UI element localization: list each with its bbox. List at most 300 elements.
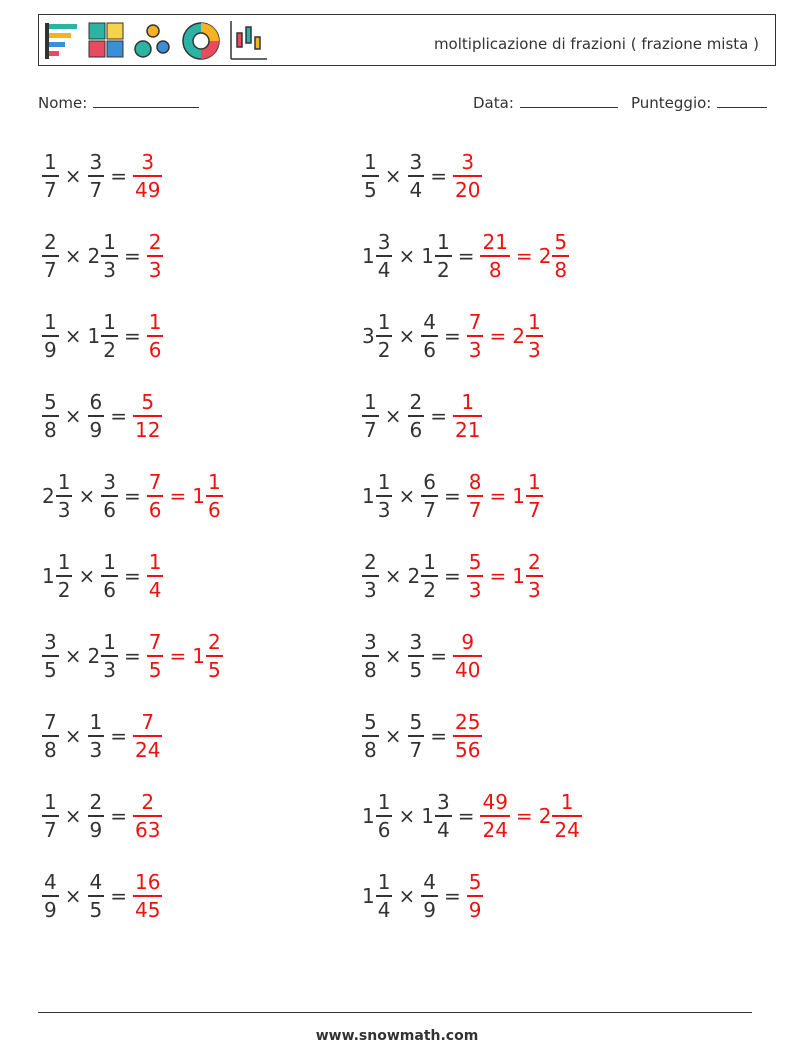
- factor-b-fraction: [421, 552, 438, 600]
- factor-a-fraction: [42, 392, 59, 440]
- answer: [147, 632, 223, 680]
- factor-a-numerator: 2: [44, 230, 57, 255]
- factor-a-fraction: [42, 152, 59, 200]
- answer-1-number: [133, 712, 162, 760]
- factor-b-denominator: 5: [409, 657, 423, 682]
- factor-a-denominator: 7: [44, 177, 57, 202]
- answer: [480, 232, 569, 280]
- factor-a-numerator: 3: [44, 630, 57, 655]
- factor-a-denominator: 9: [44, 897, 57, 922]
- factor-b-numerator: 4: [89, 870, 103, 895]
- factor-a-denominator: 2: [57, 577, 71, 602]
- factor-b-number: [88, 632, 118, 680]
- answer-1-denominator: 24: [135, 737, 161, 762]
- answer: [467, 552, 543, 600]
- times-sign: ×: [64, 724, 82, 748]
- times-sign: ×: [384, 404, 402, 428]
- answer-equals-sign: =: [489, 484, 507, 508]
- factor-b-denominator: 7: [409, 737, 423, 762]
- answer-2-numerator: 5: [554, 230, 568, 255]
- factor-b-fraction: [408, 712, 425, 760]
- footer-site: www.snowmath.com: [315, 1028, 479, 1044]
- answer-1-number: [467, 872, 484, 920]
- answer-2-denominator: 5: [207, 657, 221, 682]
- factor-b-fraction: [88, 792, 105, 840]
- factor-b-numerator: 3: [103, 470, 116, 495]
- answer-1-denominator: 49: [135, 177, 161, 202]
- factor-a-number: [42, 632, 59, 680]
- answer-1-number: [453, 392, 482, 440]
- answer-2-number: [192, 632, 222, 680]
- factor-a-denominator: 5: [364, 177, 377, 202]
- equals-sign: =: [110, 404, 127, 428]
- answer-1-denominator: 3: [148, 257, 162, 282]
- factor-b-fraction: [88, 872, 105, 920]
- answer-1-denominator: 6: [148, 497, 162, 522]
- answer-2-whole: 2: [538, 804, 552, 828]
- factor-b-denominator: 3: [89, 737, 103, 762]
- answer-2-numerator: 1: [560, 790, 574, 815]
- factor-b-numerator: 1: [103, 630, 116, 655]
- answer-1-denominator: 3: [468, 577, 482, 602]
- score-label: Punteggio:: [631, 94, 712, 112]
- answer-1-denominator: 7: [468, 497, 482, 522]
- factor-a-number: [42, 712, 59, 760]
- factor-a-number: [362, 632, 379, 680]
- factor-b-numerator: 6: [89, 390, 103, 415]
- answer-2-numerator: 1: [527, 310, 541, 335]
- factor-a-number: [362, 792, 392, 840]
- answer-1-denominator: 20: [455, 177, 481, 202]
- factor-a-whole: 2: [42, 484, 55, 508]
- answer-1-numerator: 25: [455, 710, 481, 735]
- factor-b-denominator: 9: [423, 897, 436, 922]
- times-sign: ×: [398, 244, 416, 268]
- factor-a-number: [42, 872, 59, 920]
- answer-1-denominator: 21: [455, 417, 481, 442]
- equals-sign: =: [443, 324, 461, 348]
- factor-a-numerator: 3: [377, 230, 391, 255]
- factor-a-number: [362, 872, 392, 920]
- equals-sign: =: [110, 164, 127, 188]
- factor-a-numerator: 1: [377, 870, 391, 895]
- answer-2-number: [192, 472, 222, 520]
- factor-b-number: [408, 632, 425, 680]
- equals-sign: =: [457, 804, 475, 828]
- answer-2-fraction: [526, 312, 543, 360]
- problem-10: [362, 466, 543, 526]
- factor-b-numerator: 6: [423, 470, 436, 495]
- answer-2-number: [512, 552, 542, 600]
- factor-b-number: [421, 312, 438, 360]
- factor-a-numerator: 7: [44, 710, 57, 735]
- answer: [147, 472, 223, 520]
- answer: [133, 712, 162, 760]
- answer-1-numerator: 3: [461, 150, 475, 175]
- problem-18: [362, 786, 582, 846]
- factor-a-numerator: 1: [377, 310, 391, 335]
- factor-a-numerator: 1: [57, 470, 71, 495]
- equals-sign: =: [457, 244, 475, 268]
- factor-a-numerator: 1: [44, 150, 57, 175]
- answer-2-fraction: [526, 472, 543, 520]
- factor-a-number: [362, 472, 392, 520]
- answer-1-denominator: 45: [135, 897, 161, 922]
- factor-b-denominator: 5: [89, 897, 103, 922]
- answer-1-fraction: [467, 552, 484, 600]
- factor-b-number: [421, 792, 451, 840]
- answer-1-fraction: [480, 792, 509, 840]
- factor-b-fraction: [88, 712, 105, 760]
- times-sign: ×: [384, 644, 402, 668]
- problem-11: [42, 546, 163, 606]
- factor-a-fraction: [376, 312, 393, 360]
- times-sign: ×: [64, 644, 82, 668]
- answer-1-denominator: 24: [482, 817, 508, 842]
- answer-1-number: [453, 712, 482, 760]
- answer-1-fraction: [453, 152, 482, 200]
- answer-2-denominator: 24: [554, 817, 580, 842]
- worksheet-title: moltiplicazione di frazioni ( frazione mista ): [433, 35, 759, 53]
- factor-b-number: [101, 552, 118, 600]
- answer-1-fraction: [147, 632, 164, 680]
- answer-1-fraction: [133, 712, 162, 760]
- factor-a-denominator: 8: [364, 657, 377, 682]
- factor-b-number: [88, 872, 105, 920]
- answer-1-denominator: 56: [455, 737, 481, 762]
- problem-15: [42, 706, 162, 766]
- answer-1-numerator: 3: [141, 150, 155, 175]
- factor-a-number: [42, 152, 59, 200]
- factor-b-numerator: 3: [409, 630, 423, 655]
- factor-b-numerator: 1: [103, 310, 116, 335]
- equals-sign: =: [123, 324, 141, 348]
- factor-b-fraction: [408, 632, 425, 680]
- factor-a-fraction: [376, 472, 393, 520]
- factor-a-numerator: 5: [44, 390, 57, 415]
- times-sign: ×: [398, 324, 416, 348]
- answer-2-fraction: [526, 552, 543, 600]
- answer-1-number: [147, 232, 164, 280]
- factor-a-denominator: 3: [364, 577, 377, 602]
- answer-1-number: [480, 232, 509, 280]
- answer-2-fraction: [206, 472, 223, 520]
- answer-1-number: [133, 792, 162, 840]
- factor-a-numerator: 1: [377, 470, 391, 495]
- answer-equals-sign: =: [515, 244, 533, 268]
- answer-1-fraction: [133, 792, 162, 840]
- answer-1-denominator: 63: [135, 817, 161, 842]
- problem-1: [42, 146, 162, 206]
- factor-a-numerator: 1: [364, 390, 377, 415]
- factor-b-denominator: 7: [89, 177, 103, 202]
- equals-sign: =: [110, 884, 127, 908]
- factor-b-numerator: 1: [423, 550, 436, 575]
- answer: [453, 392, 482, 440]
- factor-b-denominator: 6: [103, 497, 116, 522]
- answer-1-numerator: 7: [148, 470, 162, 495]
- factor-b-denominator: 2: [423, 577, 436, 602]
- factor-a-number: [362, 552, 379, 600]
- answer-2-denominator: 3: [527, 577, 541, 602]
- factor-a-number: [362, 712, 379, 760]
- answer-1-denominator: 6: [148, 337, 162, 362]
- answer-1-number: [133, 392, 162, 440]
- factor-b-denominator: 4: [436, 817, 450, 842]
- factor-b-number: [408, 552, 438, 600]
- factor-b-denominator: 2: [103, 337, 116, 362]
- factor-b-fraction: [101, 312, 118, 360]
- factor-a-denominator: 9: [44, 337, 57, 362]
- problem-2: [362, 146, 482, 206]
- factor-b-fraction: [101, 632, 118, 680]
- answer-1-numerator: 1: [461, 390, 475, 415]
- factor-b-numerator: 5: [409, 710, 423, 735]
- answer-1-numerator: 16: [135, 870, 161, 895]
- times-sign: ×: [64, 884, 82, 908]
- times-sign: ×: [384, 564, 402, 588]
- answer-1-fraction: [147, 232, 164, 280]
- answer-2-whole: 2: [538, 244, 552, 268]
- date-label: Data:: [473, 94, 514, 112]
- factor-a-denominator: 7: [44, 817, 57, 842]
- times-sign: ×: [64, 164, 82, 188]
- factor-a-denominator: 3: [57, 497, 71, 522]
- factor-a-numerator: 1: [377, 790, 391, 815]
- factor-b-whole: 1: [87, 324, 101, 348]
- factor-a-fraction: [56, 472, 73, 520]
- factor-b-number: [421, 472, 438, 520]
- answer-2-fraction: [552, 232, 569, 280]
- answer: [467, 472, 543, 520]
- answer-1-numerator: 7: [468, 310, 482, 335]
- problem-4: [362, 226, 569, 286]
- answer-equals-sign: =: [169, 644, 187, 668]
- answer: [467, 312, 543, 360]
- factor-a-number: [42, 232, 59, 280]
- factor-b-number: [88, 152, 105, 200]
- answer-equals-sign: =: [489, 324, 507, 348]
- problem-8: [362, 386, 482, 446]
- answer-2-whole: 1: [512, 484, 525, 508]
- factor-b-denominator: 3: [103, 257, 116, 282]
- factor-b-denominator: 7: [423, 497, 436, 522]
- answer-2-whole: 1: [192, 644, 205, 668]
- problem-16: [362, 706, 482, 766]
- factor-b-denominator: 9: [89, 817, 103, 842]
- problem-9: [42, 466, 223, 526]
- problem-13: [42, 626, 223, 686]
- factor-a-fraction: [362, 152, 379, 200]
- factor-b-fraction: [101, 232, 118, 280]
- factor-b-fraction: [421, 472, 438, 520]
- answer-2-numerator: 1: [527, 470, 541, 495]
- factor-b-fraction: [421, 312, 438, 360]
- factor-b-number: [421, 232, 451, 280]
- answer-2-denominator: 3: [527, 337, 541, 362]
- factor-b-denominator: 2: [436, 257, 450, 282]
- factor-a-whole: 1: [362, 484, 375, 508]
- answer-1-fraction: [133, 152, 162, 200]
- answer-1-numerator: 1: [148, 310, 162, 335]
- times-sign: ×: [64, 244, 82, 268]
- factor-a-denominator: 8: [44, 417, 57, 442]
- factor-a-denominator: 7: [44, 257, 57, 282]
- answer-1-fraction: [480, 232, 509, 280]
- answer-1-number: [453, 632, 482, 680]
- answer-1-fraction: [453, 632, 482, 680]
- times-sign: ×: [384, 724, 402, 748]
- factor-b-numerator: 3: [89, 150, 103, 175]
- answer-1-number: [147, 552, 164, 600]
- factor-a-denominator: 8: [364, 737, 377, 762]
- answer-1-denominator: 5: [148, 657, 162, 682]
- factor-a-numerator: 4: [44, 870, 57, 895]
- answer-1-numerator: 2: [141, 790, 155, 815]
- factor-b-whole: 2: [87, 644, 101, 668]
- answer: [467, 872, 484, 920]
- problem-14: [362, 626, 482, 686]
- equals-sign: =: [430, 644, 447, 668]
- factor-a-number: [362, 312, 392, 360]
- answer-2-whole: 2: [512, 324, 525, 348]
- factor-a-denominator: 3: [377, 497, 391, 522]
- answer-equals-sign: =: [515, 804, 533, 828]
- factor-b-numerator: 1: [103, 550, 116, 575]
- answer-1-numerator: 9: [461, 630, 475, 655]
- factor-a-numerator: 1: [364, 150, 377, 175]
- factor-b-denominator: 6: [423, 337, 436, 362]
- answer-1-fraction: [467, 472, 484, 520]
- answer-1-fraction: [147, 312, 164, 360]
- answer-1-numerator: 8: [468, 470, 482, 495]
- answer: [133, 392, 162, 440]
- answer-1-fraction: [467, 312, 484, 360]
- answer-1-number: [133, 872, 162, 920]
- factor-a-fraction: [42, 792, 59, 840]
- factor-b-number: [88, 232, 118, 280]
- times-sign: ×: [398, 804, 416, 828]
- equals-sign: =: [123, 644, 141, 668]
- factor-a-number: [42, 792, 59, 840]
- factor-a-fraction: [42, 232, 59, 280]
- answer-1-numerator: 21: [482, 230, 508, 255]
- problem-5: [42, 306, 163, 366]
- factor-a-fraction: [42, 712, 59, 760]
- answer-1-denominator: 8: [488, 257, 502, 282]
- answer-equals-sign: =: [489, 564, 507, 588]
- answer-2-whole: 1: [512, 564, 525, 588]
- answer-equals-sign: =: [169, 484, 187, 508]
- factor-a-numerator: 1: [44, 310, 57, 335]
- factor-b-number: [408, 392, 425, 440]
- factor-b-fraction: [101, 472, 118, 520]
- answer-1-fraction: [467, 872, 484, 920]
- factor-b-denominator: 9: [89, 417, 103, 442]
- factor-a-numerator: 1: [57, 550, 71, 575]
- problem-12: [362, 546, 543, 606]
- answer-2-number: [512, 472, 542, 520]
- factor-a-numerator: 5: [364, 710, 377, 735]
- answer: [133, 872, 162, 920]
- factor-b-numerator: 1: [89, 710, 103, 735]
- factor-b-whole: 1: [421, 244, 434, 268]
- factor-a-fraction: [362, 392, 379, 440]
- equals-sign: =: [430, 724, 447, 748]
- answer-2-whole: 1: [192, 484, 205, 508]
- factor-a-denominator: 4: [377, 257, 391, 282]
- factor-a-whole: 3: [362, 324, 375, 348]
- factor-a-denominator: 8: [44, 737, 57, 762]
- factor-a-number: [42, 552, 72, 600]
- answer-1-numerator: 2: [148, 230, 162, 255]
- factor-a-denominator: 7: [364, 417, 377, 442]
- answer-1-numerator: 7: [141, 710, 155, 735]
- factor-b-numerator: 1: [103, 230, 116, 255]
- factor-a-whole: 1: [42, 564, 55, 588]
- answer-2-numerator: 2: [527, 550, 541, 575]
- factor-b-number: [88, 312, 118, 360]
- factor-a-numerator: 2: [364, 550, 377, 575]
- factor-a-number: [362, 232, 392, 280]
- problem-19: [42, 866, 162, 926]
- factor-b-numerator: 4: [423, 310, 436, 335]
- factor-b-denominator: 3: [103, 657, 116, 682]
- factor-a-fraction: [42, 632, 59, 680]
- equals-sign: =: [123, 244, 141, 268]
- answer-2-number: [512, 312, 542, 360]
- factor-b-fraction: [101, 552, 118, 600]
- factor-a-number: [362, 152, 379, 200]
- answer-2-denominator: 6: [207, 497, 221, 522]
- factor-b-whole: 1: [421, 804, 434, 828]
- answer: [147, 232, 164, 280]
- answer: [453, 152, 482, 200]
- times-sign: ×: [78, 484, 96, 508]
- answer-1-denominator: 4: [148, 577, 162, 602]
- factor-a-fraction: [56, 552, 73, 600]
- factor-b-number: [408, 712, 425, 760]
- answer: [453, 712, 482, 760]
- factor-a-whole: 1: [362, 804, 375, 828]
- answer: [147, 312, 164, 360]
- times-sign: ×: [64, 404, 82, 428]
- answer-1-denominator: 40: [455, 657, 481, 682]
- factor-a-denominator: 5: [44, 657, 57, 682]
- factor-b-fraction: [435, 792, 452, 840]
- factor-b-number: [88, 792, 105, 840]
- factor-a-whole: 1: [362, 244, 375, 268]
- factor-a-fraction: [362, 632, 379, 680]
- factor-a-denominator: 4: [377, 897, 391, 922]
- times-sign: ×: [398, 484, 416, 508]
- factor-b-denominator: 6: [409, 417, 423, 442]
- factor-b-denominator: 6: [103, 577, 116, 602]
- footer-divider: [38, 1012, 752, 1013]
- problem-20: [362, 866, 483, 926]
- answer: [453, 632, 482, 680]
- factor-b-fraction: [435, 232, 452, 280]
- answer-1-numerator: 5: [468, 550, 482, 575]
- factor-b-numerator: 3: [409, 150, 423, 175]
- equals-sign: =: [110, 724, 127, 748]
- answer-1-numerator: 1: [148, 550, 162, 575]
- factor-b-number: [88, 712, 105, 760]
- answer: [480, 792, 581, 840]
- factor-a-numerator: 3: [364, 630, 377, 655]
- answer-1-fraction: [133, 392, 162, 440]
- problem-7: [42, 386, 162, 446]
